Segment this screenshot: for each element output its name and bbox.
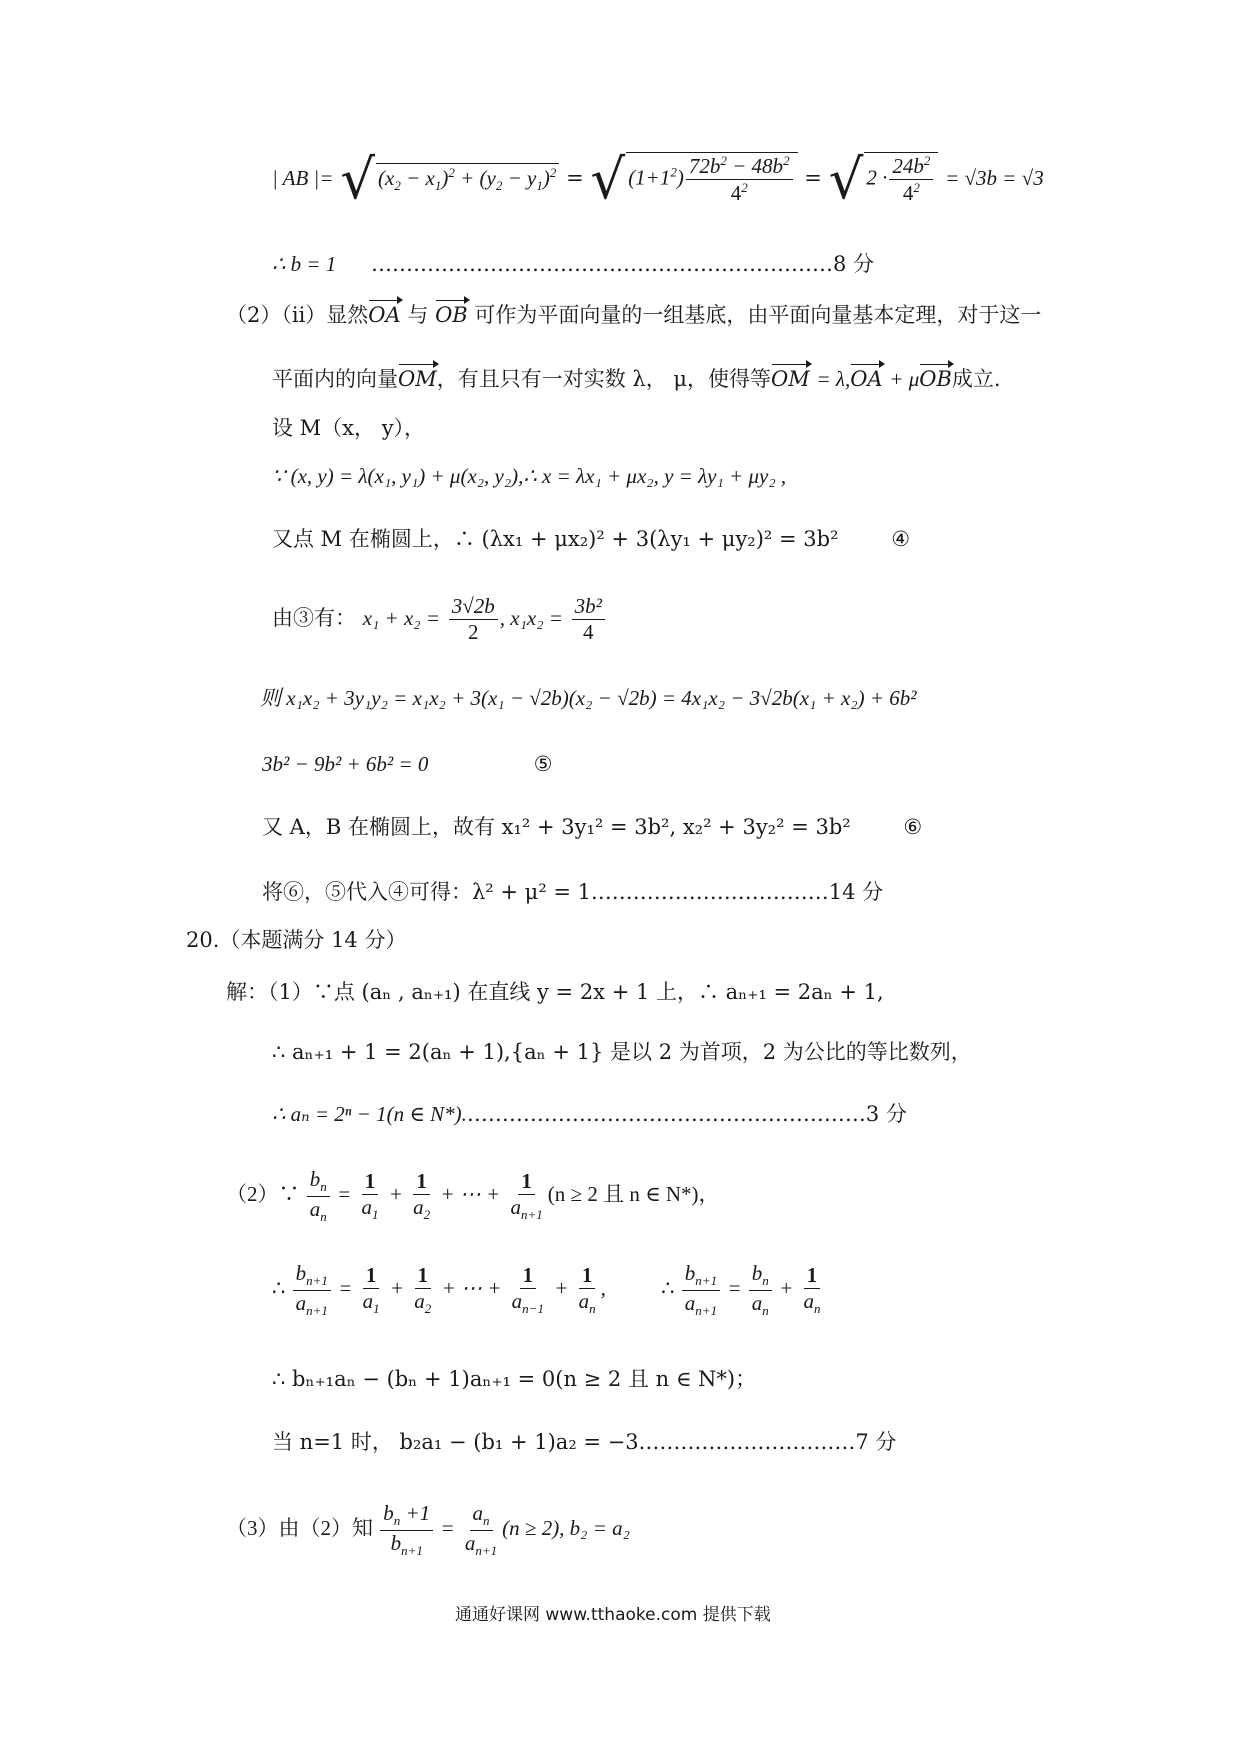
s7-line: [272, 1430, 896, 1455]
marker-6: ⑥: [903, 815, 923, 839]
vector-om-2: OM: [771, 367, 810, 391]
then-eq: 则 x₁x₂ + 3y₁y₂ = x₁x₂ + 3(x₁ − √2b)(x₂ − √2b) = 4x₁x₂ − 3√2b(x₁ + x₂) + 6b²: [260, 686, 917, 710]
footer-text: 通通好课网 www.tthaoke.com 提供下载: [455, 1605, 771, 1625]
s7: 当 n=1 时， b₂a₁ − (b₁ + 1)a₂ = −3.: [272, 1430, 646, 1454]
s3: ∴ aₙ = 2ⁿ − 1(n ∈ N*).: [272, 1102, 467, 1126]
eq-sign-2: =: [804, 165, 822, 190]
q20-title: 20.（本题满分 14 分）: [186, 928, 407, 952]
set-m-line: [272, 416, 425, 441]
marker-5: ⑤: [533, 752, 553, 776]
on-ellipse-eq: 又点 M 在椭圆上，∴ (λx₁ + μx₂)² + 3(λy₁ + μy₂)² = 3b²: [272, 527, 839, 551]
ab-prefix: | AB |=: [272, 165, 334, 190]
part2ii-line: [226, 303, 1041, 328]
score-7: …………………………7 分: [645, 1430, 897, 1454]
vector-oa-2: OA: [850, 367, 883, 391]
s5-line: ∴ $\frac{b_{n+1}}{a_{n+1}}$ = $\frac{1}{a_1}$ + $\frac{1}{a_2}$ + ⋯ + $\frac{1}{a_{n-1}}$ + $\frac{1}{a_n}$ , ∴ $\frac{b_{n+1}}{a_{n+1}}$ = $\frac{b_n}{a_n}$ + $\frac{1}{a_n}$: [272, 1261, 821, 1318]
because-eq: ∵ (x, y) = λ(x₁, y₁) + μ(x₂, y₂),∴ x = λx₁ + μx₂, y = λy₁ + μy₂ ,: [272, 464, 787, 488]
eq5: 3b² − 9b² + 6b² = 0: [262, 752, 429, 776]
s6: ∴ bₙ₊₁aₙ − (bₙ + 1)aₙ₊₁ = 0(n ≥ 2 且 n ∈ N*)；: [272, 1367, 757, 1391]
vector-oa: OA: [368, 303, 401, 327]
score-3: …………………………………………………3 分: [466, 1102, 907, 1126]
set-m: 设 M（x， y），: [272, 416, 426, 440]
fraction-sum: $\frac{3√2b}{2}$: [449, 595, 498, 644]
radical-sign: √: [340, 147, 375, 211]
eq6: 又 A，B 在椭圆上，故有 x₁² + 3y₁² = 3b², x₂² + 3y₂² = 3b²: [262, 815, 851, 839]
s2: ∴ aₙ₊₁ + 1 = 2(aₙ + 1),{aₙ + 1} 是以 2 为首项，2 为公比的等比数列，: [272, 1040, 972, 1064]
final-line: [262, 880, 883, 905]
score-8: …………………………………………………………8 分: [370, 252, 875, 276]
then-line: [260, 686, 917, 711]
s8-tail: (n ≥ 2), b₂ = a₂: [502, 1515, 630, 1540]
ab-result: = √3b = √3: [945, 165, 1044, 190]
s2-line: [272, 1040, 972, 1065]
vector-ob-2: OB: [919, 367, 952, 391]
part2ii-b-text1: 平面内的向量: [272, 367, 398, 391]
b-equals-one: ∴ b = 1: [272, 252, 337, 276]
s8-label: （3）由（2）知: [226, 1515, 373, 1540]
s8-line: （3）由（2）知 $\frac{b_n +1}{b_{n+1}}$ = $\frac{a_n}{a_{n+1}}$ (n ≥ 2), b₂ = a₂: [226, 1501, 630, 1558]
eq6-line: [262, 815, 922, 840]
on-ellipse-line: [272, 527, 910, 552]
part2ii-line2: 平面内的向量OM，有且只有一对实数 λ， μ，使得等OM = λ,OA + μOB成立.: [272, 367, 1001, 391]
page-footer: [455, 1605, 771, 1625]
vector-om: OM: [398, 367, 437, 391]
s3-line: [272, 1102, 907, 1127]
part2ii-b-text2: ，有且只有一对实数 λ， μ，使得等: [436, 367, 772, 391]
final-eq: 将⑥，⑤代入④可得：λ² + μ² = 1.: [262, 880, 598, 904]
part2ii-text3: 可作为平面向量的一组基底，由平面向量基本定理，对于这一: [474, 303, 1042, 327]
marker-4: ④: [891, 527, 911, 551]
score-14: ……………………………14 分: [597, 880, 884, 904]
eq5-line: [262, 752, 552, 777]
fraction-product: $\frac{\text{3b²}}{4}$: [572, 595, 605, 644]
vector-ob: OB: [435, 303, 468, 327]
b-equals-one-line: [272, 252, 874, 277]
q20-heading: [186, 928, 406, 953]
s4-line: （2）∵ $\frac{b_n}{a_n}$ = $\frac{1}{a_1}$ + $\frac{1}{a_2}$ + ⋯ + $\frac{1}{a_{n+1}}$ (n ≥ 2 且 n ∈ N*)，: [226, 1167, 720, 1224]
because-line: [272, 464, 786, 489]
s4-tail: (n ≥ 2 且 n ∈ N*)，: [547, 1181, 720, 1206]
s1: 解：（1）∵点 (aₙ , aₙ₊₁) 在直线 y = 2x + 1 上，∴ aₙ₊₁ = 2aₙ + 1,: [226, 980, 884, 1004]
from3-label: 由③有：: [272, 606, 356, 631]
ab-length-line: | AB |= √ $(x_2 - x_1)^2 + (y_2 - y_1)^2$ = √ $(1+1^2)$ $\frac{72b^2 - 48b^2}{4^2}$ = √ 2 · $\frac{24b^2}{4^2}$ = √3b = √3: [272, 147, 1044, 211]
s6-line: [272, 1367, 756, 1392]
part2ii-text1: （2）（ii）显然: [226, 303, 369, 327]
s4-label: （2）∵: [226, 1181, 300, 1206]
s1-line: [226, 980, 884, 1005]
eq-sign-1: =: [566, 165, 584, 190]
from3-line: 由③有： x₁ + x₂ = $\frac{3√2b}{2}$ , x₁x₂ = $\frac{\text{3b²}}{4}$: [272, 595, 607, 644]
part2ii-text2: 与: [407, 303, 429, 327]
